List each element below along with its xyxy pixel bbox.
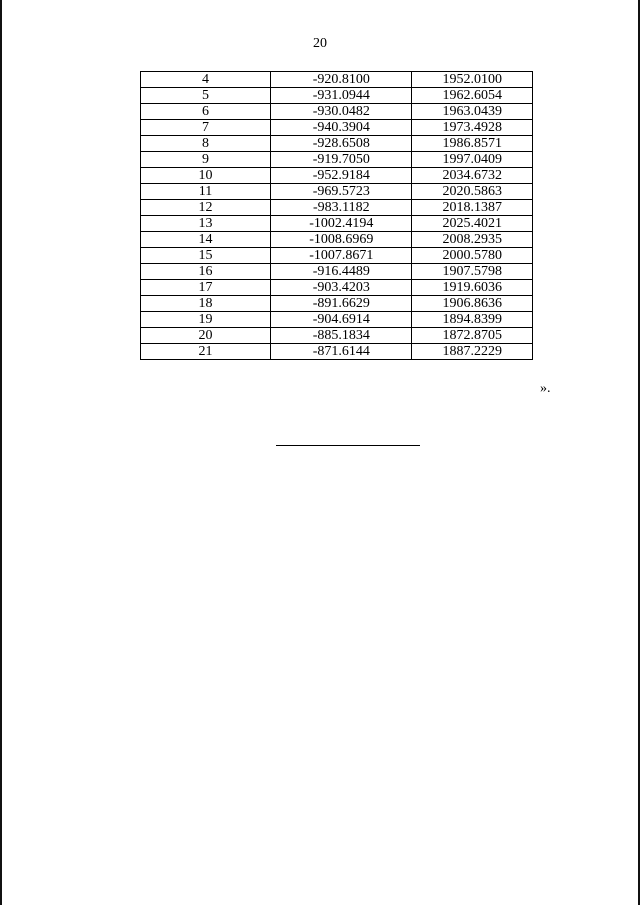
end-of-document-rule bbox=[276, 445, 420, 446]
x-coordinate-cell: -1002.4194 bbox=[271, 216, 412, 232]
x-coordinate-cell: -1007.8671 bbox=[271, 248, 412, 264]
point-number-cell: 8 bbox=[141, 136, 271, 152]
x-coordinate-cell: -903.4203 bbox=[271, 280, 412, 296]
table-row bbox=[141, 328, 533, 344]
point-number-cell: 15 bbox=[141, 248, 271, 264]
table-row bbox=[141, 232, 533, 248]
y-coordinate-cell: 1872.8705 bbox=[412, 328, 533, 344]
point-number-cell: 11 bbox=[141, 184, 271, 200]
point-number-cell: 7 bbox=[141, 120, 271, 136]
point-number-cell: 13 bbox=[141, 216, 271, 232]
table-row bbox=[141, 296, 533, 312]
point-number-cell: 9 bbox=[141, 152, 271, 168]
table-row bbox=[141, 280, 533, 296]
table-row bbox=[141, 72, 533, 88]
x-coordinate-cell: -1008.6969 bbox=[271, 232, 412, 248]
y-coordinate-cell: 2034.6732 bbox=[412, 168, 533, 184]
y-coordinate-cell: 2008.2935 bbox=[412, 232, 533, 248]
y-coordinate-cell: 1906.8636 bbox=[412, 296, 533, 312]
table-row bbox=[141, 312, 533, 328]
table-row bbox=[141, 104, 533, 120]
y-coordinate-cell: 1986.8571 bbox=[412, 136, 533, 152]
table-row bbox=[141, 184, 533, 200]
y-coordinate-cell: 1919.6036 bbox=[412, 280, 533, 296]
table-row bbox=[141, 248, 533, 264]
y-coordinate-cell: 2020.5863 bbox=[412, 184, 533, 200]
x-coordinate-cell: -904.6914 bbox=[271, 312, 412, 328]
x-coordinate-cell: -931.0944 bbox=[271, 88, 412, 104]
table-row bbox=[141, 344, 533, 360]
x-coordinate-cell: -952.9184 bbox=[271, 168, 412, 184]
point-number-cell: 17 bbox=[141, 280, 271, 296]
point-number-cell: 6 bbox=[141, 104, 271, 120]
x-coordinate-cell: -891.6629 bbox=[271, 296, 412, 312]
point-number-cell: 12 bbox=[141, 200, 271, 216]
closing-quote-mark: ». bbox=[540, 381, 551, 396]
point-number-cell: 20 bbox=[141, 328, 271, 344]
y-coordinate-cell: 2018.1387 bbox=[412, 200, 533, 216]
table-row bbox=[141, 216, 533, 232]
x-coordinate-cell: -919.7050 bbox=[271, 152, 412, 168]
table-row bbox=[141, 136, 533, 152]
y-coordinate-cell: 2000.5780 bbox=[412, 248, 533, 264]
y-coordinate-cell: 2025.4021 bbox=[412, 216, 533, 232]
x-coordinate-cell: -940.3904 bbox=[271, 120, 412, 136]
table-row bbox=[141, 152, 533, 168]
y-coordinate-cell: 1963.0439 bbox=[412, 104, 533, 120]
y-coordinate-cell: 1887.2229 bbox=[412, 344, 533, 360]
point-number-cell: 10 bbox=[141, 168, 271, 184]
coordinates-table bbox=[140, 71, 533, 360]
coordinates-table-body bbox=[141, 72, 533, 360]
y-coordinate-cell: 1962.6054 bbox=[412, 88, 533, 104]
table-row bbox=[141, 168, 533, 184]
point-number-cell: 21 bbox=[141, 344, 271, 360]
y-coordinate-cell: 1973.4928 bbox=[412, 120, 533, 136]
y-coordinate-cell: 1894.8399 bbox=[412, 312, 533, 328]
point-number-cell: 5 bbox=[141, 88, 271, 104]
x-coordinate-cell: -930.0482 bbox=[271, 104, 412, 120]
table-row bbox=[141, 200, 533, 216]
y-coordinate-cell: 1907.5798 bbox=[412, 264, 533, 280]
x-coordinate-cell: -983.1182 bbox=[271, 200, 412, 216]
y-coordinate-cell: 1997.0409 bbox=[412, 152, 533, 168]
y-coordinate-cell: 1952.0100 bbox=[412, 72, 533, 88]
point-number-cell: 16 bbox=[141, 264, 271, 280]
point-number-cell: 14 bbox=[141, 232, 271, 248]
x-coordinate-cell: -885.1834 bbox=[271, 328, 412, 344]
point-number-cell: 19 bbox=[141, 312, 271, 328]
page-number: 20 bbox=[313, 36, 327, 51]
table-row bbox=[141, 88, 533, 104]
point-number-cell: 4 bbox=[141, 72, 271, 88]
x-coordinate-cell: -916.4489 bbox=[271, 264, 412, 280]
table-row bbox=[141, 120, 533, 136]
x-coordinate-cell: -928.6508 bbox=[271, 136, 412, 152]
x-coordinate-cell: -920.8100 bbox=[271, 72, 412, 88]
table-row bbox=[141, 264, 533, 280]
x-coordinate-cell: -969.5723 bbox=[271, 184, 412, 200]
scan-edge-left bbox=[0, 0, 2, 905]
point-number-cell: 18 bbox=[141, 296, 271, 312]
x-coordinate-cell: -871.6144 bbox=[271, 344, 412, 360]
